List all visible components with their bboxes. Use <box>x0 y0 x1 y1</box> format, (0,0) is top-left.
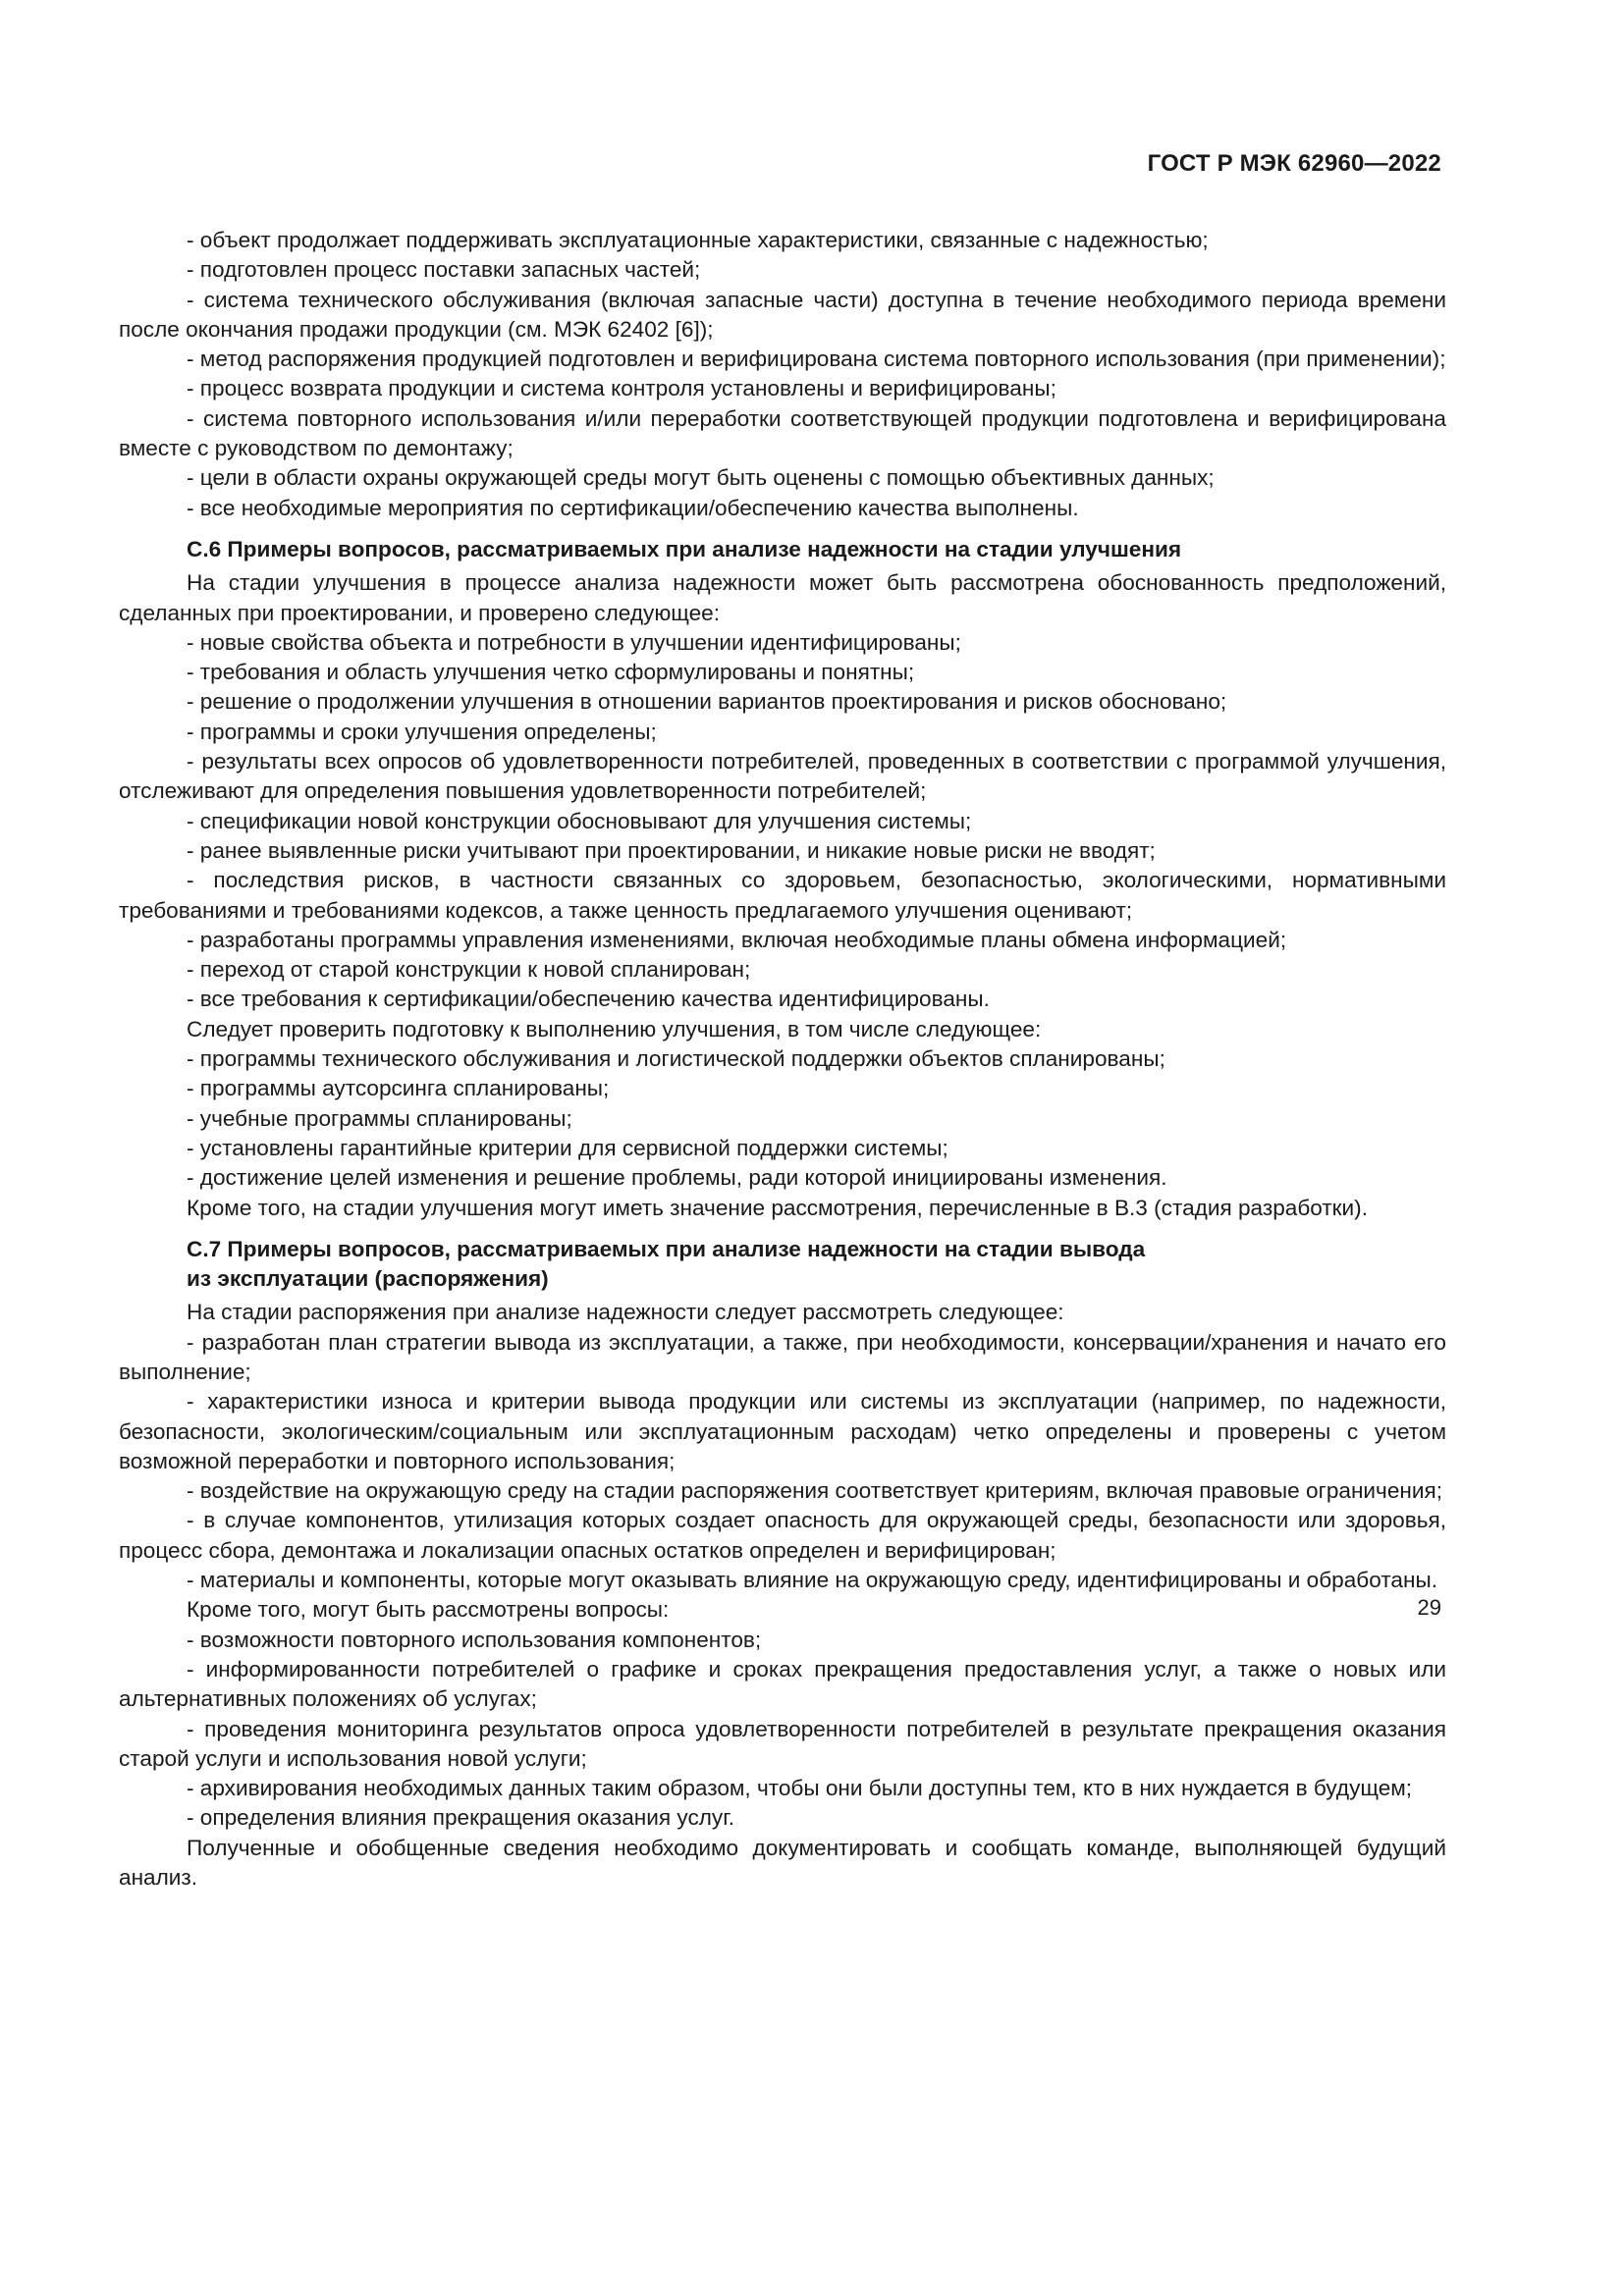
list-item: - новые свойства объекта и потребности в улучшении идентифицированы; <box>187 629 961 655</box>
list-item: - цели в области охраны окружающей среды могут быть оценены с помощью объективных данных; <box>187 465 1215 491</box>
list-item: - требования и область улучшения четко сформулированы и понятны; <box>187 660 915 685</box>
list-item: - достижение целей изменения и решение проблемы, ради которой инициированы изменения. <box>187 1165 1167 1191</box>
list-item: - последствия рисков, в частности связанных со здоровьем, безопасностью, экологическими, нормативными требованиями и требованиями кодексов, а также ценность предлагаемого улучшения оценивают; <box>119 868 1446 923</box>
list-item: - разработан план стратегии вывода из эксплуатации, а также, при необходимости, консервации/хранения и начато его выполнение; <box>119 1329 1446 1384</box>
page-number: 29 <box>1417 1595 1441 1620</box>
list-item: - система повторного использования и/или переработки соответствующей продукции подготовлена и верифицирована вместе с руководством по демонтажу; <box>119 405 1446 461</box>
list-item: - система технического обслуживания (включая запасные части) доступна в течение необходимого периода времени после окончания продажи продукции (см. МЭК 62402 [6]); <box>119 287 1446 342</box>
list-item: - разработаны программы управления изменениями, включая необходимые планы обмена информацией; <box>187 927 1287 952</box>
section-c7-heading <box>119 1235 1446 1295</box>
list-item: - установлены гарантийные критерии для сервисной поддержки системы; <box>187 1135 948 1160</box>
list-item: - информированности потребителей о графике и сроках прекращения предоставления услуг, а также о новых или альтернативных положениях об услугах; <box>119 1656 1446 1712</box>
list-item: - возможности повторного использования компонентов; <box>187 1627 762 1652</box>
list-item: - определения влияния прекращения оказания услуг. <box>187 1805 734 1831</box>
list-item: - в случае компонентов, утилизация которых создает опасность для окружающей среды, безопасности или здоровья, процесс сбора, демонтажа и локализации опасных остатков определен и верифицирован; <box>119 1508 1446 1563</box>
list-item: - материалы и компоненты, которые могут оказывать влияние на окружающую среду, идентифицированы и обработаны. <box>187 1568 1437 1593</box>
list-item: - объект продолжает поддерживать эксплуатационные характеристики, связанные с надежностью; <box>187 228 1209 252</box>
paragraph: На стадии улучшения в процессе анализа надежности может быть рассмотрена обоснованность предположений, сделанных при проектировании, и проверено следующее: <box>119 570 1446 625</box>
list-item: - программы и сроки улучшения определены; <box>187 719 657 744</box>
paragraph: На стадии распоряжения при анализе надежности следует рассмотреть следующее: <box>187 1300 1064 1325</box>
list-item: - характеристики износа и критерии вывода продукции или системы из эксплуатации (например, по надежности, безопасности, экологическим/социальным или эксплуатационным расходам) четко определены и проверены с учетом возможной переработки и повторного использования; <box>119 1389 1446 1473</box>
document-header: ГОСТ Р МЭК 62960—2022 <box>1147 150 1441 177</box>
paragraph: Кроме того, на стадии улучшения могут иметь значение рассмотрения, перечисленные в В.3 (стадия разработки). <box>187 1195 1368 1220</box>
list-item: - ранее выявленные риски учитывают при проектировании, и никакие новые риски не вводят; <box>187 837 1156 863</box>
paragraph: Кроме того, могут быть рассмотрены вопросы: <box>187 1597 670 1623</box>
list-item: - все требования к сертификации/обеспечению качества идентифицированы. <box>187 987 990 1012</box>
list-item: - проведения мониторинга результатов опроса удовлетворенности потребителей в результате прекращения оказания старой услуги и использования новой услуги; <box>119 1716 1446 1771</box>
list-item: - учебные программы спланированы; <box>187 1105 572 1131</box>
list-item: - все необходимые мероприятия по сертификации/обеспечению качества выполнены. <box>187 495 1079 520</box>
list-item: - программы технического обслуживания и логистической поддержки объектов спланированы; <box>187 1046 1165 1072</box>
section-c6-heading: С.6 Примеры вопросов, рассматриваемых при анализе надежности на стадии улучшения <box>187 536 1182 561</box>
list-item: - подготовлен процесс поставки запасных частей; <box>187 257 701 283</box>
section-c7-heading-line1: С.7 Примеры вопросов, рассматриваемых при анализе надежности на стадии вывода <box>187 1236 1146 1261</box>
list-item: - переход от старой конструкции к новой спланирован; <box>187 957 751 983</box>
list-item: - процесс возврата продукции и система контроля установлены и верифицированы; <box>187 376 1056 401</box>
list-item: - воздействие на окружающую среду на стадии распоряжения соответствует критериям, включая правовые ограничения; <box>187 1478 1442 1504</box>
list-item: - решение о продолжении улучшения в отношении вариантов проектирования и рисков обосновано; <box>187 689 1227 715</box>
section-c7-heading-line2: из эксплуатации (распоряжения) <box>187 1266 549 1292</box>
paragraph: Следует проверить подготовку к выполнению улучшения, в том числе следующее: <box>187 1016 1042 1041</box>
list-item: - результаты всех опросов об удовлетворенности потребителей, проведенных в соответствии с программой улучшения, отслеживают для определения повышения удовлетворенности потребителей; <box>119 749 1446 804</box>
list-item: - метод распоряжения продукцией подготовлен и верифицирована система повторного использования (при применении); <box>187 347 1446 372</box>
list-item: - спецификации новой конструкции обосновывают для улучшения системы; <box>187 808 972 833</box>
document-body <box>119 226 1446 1893</box>
list-item: - архивирования необходимых данных таким образом, чтобы они были доступны тем, кто в них нуждается в будущем; <box>187 1776 1413 1801</box>
paragraph: Полученные и обобщенные сведения необходимо документировать и сообщать команде, выполняющей будущий анализ. <box>119 1835 1446 1891</box>
list-item: - программы аутсорсинга спланированы; <box>187 1076 610 1101</box>
